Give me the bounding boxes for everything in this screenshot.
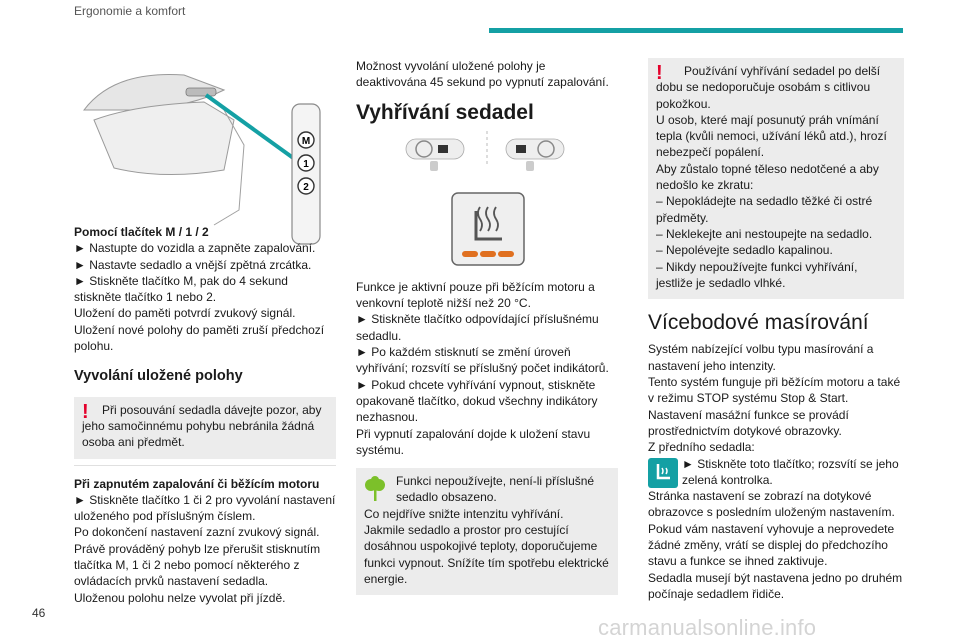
ignition-line: Uloženou polohu nelze vyvolat při jízdě. [74,590,286,605]
seat-heating-illustration [356,131,618,267]
massage-line: Nastavení masážní funkce se provádí prostřednictvím dotykové obrazovky. [648,407,849,438]
massage-seat-icon [648,458,678,488]
eco-box [356,468,618,595]
intro-text: Možnost vyvolání uložené polohy je deaktivována 45 sekund po vypnutí zapalování. [356,59,609,90]
column-1 [74,224,336,606]
warning-icon: ! [82,400,89,423]
ignition-line: Po dokončení nastavení zazní zvukový signál. [74,525,320,540]
warning-icon: ! [656,62,663,84]
watermark: carmanualsonline.info [598,615,817,640]
ignition-line: ► Stiskněte tlačítko 1 či 2 pro vyvolání nastavení uloženého pod příslušným číslem. [74,492,336,524]
heating-line: ► Po každém stisknutí se změní úroveň vyhřívání; rozsvítí se příslušný počet indikátorů. [356,345,609,376]
memory-title: Pomocí tlačítek M / 1 / 2 [74,225,209,239]
warning-text: Při posouvání sedadla dávejte pozor, aby jeho samočinnému pohybu nebránila žádná osoba ani předmět. [82,402,322,450]
page-number: 46 [32,606,46,620]
memory-button-2-label: 2 [303,182,309,193]
massage-button-instruction [648,456,904,489]
section-title: Ergonomie a komfort [74,4,186,18]
heating-line: Funkce je aktivní pouze při běžícím motoru a venkovní teplotě nižší než 20 °C. [356,279,595,311]
warning-line: – Nepolévejte sedadlo kapalinou. [656,243,833,258]
memory-line: Uložení nové polohy do paměti zruší předchozí polohu. [74,322,325,354]
heating-warning-box [648,58,904,299]
memory-line: ► Nastupte do vozidla a zapněte zapalování. [74,241,316,256]
column-2 [356,58,618,595]
eco-line: Jakmile sedadlo a prostor pro cestující dosáhnou uspokojivé teploty, doporučujeme funkci vypnout. Snížíte tím spotřebu elektrické energie. [364,523,609,586]
massage-after-line: Pokud vám nastavení vyhovuje a neprovedete žádné změny, vrátí se displej do předchozího stavu a funkce se ihned zaktivuje. [648,521,895,569]
header-accent-bar [489,28,903,33]
memory-button-m-label: M [301,136,311,147]
massage-line: Tento systém funguje při běžícím motoru a také v režimu STOP systému Stop & Start. [648,375,901,406]
warning-box [74,397,336,459]
warning-line: Používání vyhřívání sedadel po delší dobu se nedoporučuje osobám s citlivou pokožkou. [656,64,881,111]
memory-line: ► Stiskněte tlačítko M, pak do 4 sekund stiskněte tlačítko 1 nebo 2. [74,273,288,305]
warning-line: – Nikdy nepoužívejte funkci vyhřívání, jestliže je sedadlo vlhké. [656,259,858,290]
warning-line: U osob, které mají posunutý práh vnímání tepla (kvůli nemoci, užívání léků atd.), hrozí nebezpečí popálení. [656,112,887,160]
ignition-title: Při zapnutém zapalování či běžícím motoru [74,476,320,491]
ignition-line: Právě prováděný pohyb lze přerušit stisknutím tlačítka M, 1 či 2 nebo pomocí některého z ovládacích prvků nastavení sedadla. [74,541,321,589]
eco-line: Co nejdříve snižte intenzitu vyhřívání. [364,506,564,521]
massage-after-line: Stránka nastavení se zobrazí na dotykové obrazovce s posledním uloženým nastavením. [648,489,895,520]
column-3 [648,58,904,602]
eco-line: Funkci nepoužívejte, není-li příslušné sedadlo obsazeno. [396,474,595,505]
massage-button-text: ► Stiskněte toto tlačítko; rozsvítí se jeho zelená kontrolka. [682,456,899,487]
memory-line: Uložení do paměti potvrdí zvukový signál. [74,306,296,321]
memory-button-1-label: 1 [303,159,309,170]
warning-line: – Neklekejte ani nestoupejte na sedadlo. [656,226,873,241]
warning-line: Aby zůstalo topné těleso nedotčené a aby nedošlo ke zkratu: [656,161,879,193]
heating-line: Při vypnutí zapalování dojde k uložení stavu systému. [356,426,591,457]
memory-line: ► Nastavte sedadlo a vnější zpětná zrcátka. [74,257,312,272]
heating-heading: Vyhřívání sedadel [356,100,534,124]
warning-line: – Nepokládejte na sedadlo těžké či ostré předměty. [656,194,873,225]
massage-after-line: Sedadla musejí být nastavena jedno po druhém počínaje sedadlem řidiče. [648,570,903,601]
seat-memory-illustration [74,50,324,246]
massage-heading: Vícebodové masírování [648,311,869,335]
heating-line: ► Pokud chcete vyhřívání vypnout, stiskněte opakovaně tlačítko, dokud všechny indikátory nezhasnou. [356,377,598,425]
heating-line: ► Stiskněte tlačítko odpovídající příslušnému sedadlu. [356,312,599,343]
eco-leaf-icon [364,476,386,502]
massage-line: Systém nabízející volbu typu masírování a nastavení jeho intenzity. [648,342,874,373]
recall-heading: Vyvolání uložené polohy [74,368,243,385]
massage-line: Z předního sedadla: [648,440,755,455]
